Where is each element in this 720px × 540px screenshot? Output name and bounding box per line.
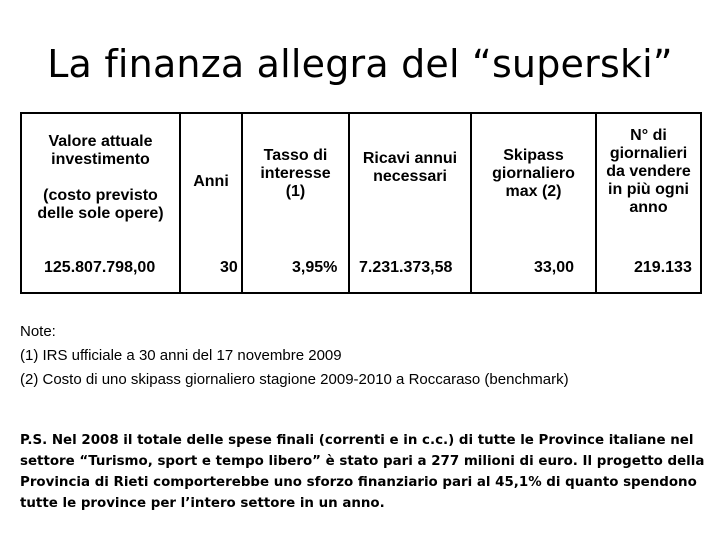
note-2: (2) Costo di uno skipass giornaliero stagione 2009-2010 a Roccaraso (benchmark) <box>20 371 569 388</box>
header-line: Skipass <box>503 147 564 164</box>
cell-skipass: 33,00 <box>534 259 575 276</box>
header-line: in più ogni <box>608 181 689 198</box>
notes-heading: Note: <box>20 323 56 340</box>
header-tasso <box>243 110 348 238</box>
header-line: N° di <box>630 127 667 144</box>
header-line: Tasso di <box>263 147 328 164</box>
postscript-line: settore “Turismo, sport e tempo libero” è stato pari a 277 milioni di euro. Il progetto della <box>20 454 705 469</box>
header-line: (1) <box>285 183 306 200</box>
notes <box>20 320 569 392</box>
slide-title: La finanza allegra del “superski” <box>47 42 673 86</box>
header-line: necessari <box>373 168 447 185</box>
header-ricavi <box>350 104 470 232</box>
header-giornalieri <box>597 108 700 236</box>
note-1: (1) IRS ufficiale a 30 anni del 17 novembre 2009 <box>20 347 342 364</box>
header-line: Ricavi annui <box>362 150 458 167</box>
header-line: da vendere <box>606 163 691 180</box>
cell-giornalieri: 219.133 <box>634 259 692 276</box>
postscript <box>20 430 705 514</box>
cell-tasso: 3,95% <box>292 259 338 276</box>
header-valore-attuale <box>22 114 179 242</box>
postscript-line: P.S. Nel 2008 il totale delle spese finali (correnti e in c.c.) di tutte le Province italiane nel <box>20 433 694 448</box>
header-line: giornalieri <box>609 145 688 162</box>
header-line: investimento <box>51 151 150 168</box>
header-line: delle sole opere) <box>37 205 164 222</box>
header-line: Anni <box>193 173 229 190</box>
header-anni <box>181 118 241 246</box>
header-spacer <box>37 169 163 187</box>
postscript-line: Provincia di Rieti comporterebbe uno sforzo finanziario pari al 45,1% di quanto spendono <box>20 475 697 490</box>
header-skipass <box>472 110 595 238</box>
header-line: giornaliero <box>492 165 575 182</box>
header-line: anno <box>629 199 668 216</box>
header-line: Valore attuale <box>48 133 153 150</box>
cell-anni: 30 <box>220 259 238 276</box>
cell-valore: 125.807.798,00 <box>44 259 156 276</box>
postscript-line: tutte le province per l’intero settore in un anno. <box>20 496 385 511</box>
header-line: max (2) <box>505 183 562 200</box>
finance-table <box>20 112 702 294</box>
header-line: interesse <box>260 165 331 182</box>
header-line: (costo previsto <box>43 187 158 204</box>
cell-ricavi: 7.231.373,58 <box>359 259 453 276</box>
